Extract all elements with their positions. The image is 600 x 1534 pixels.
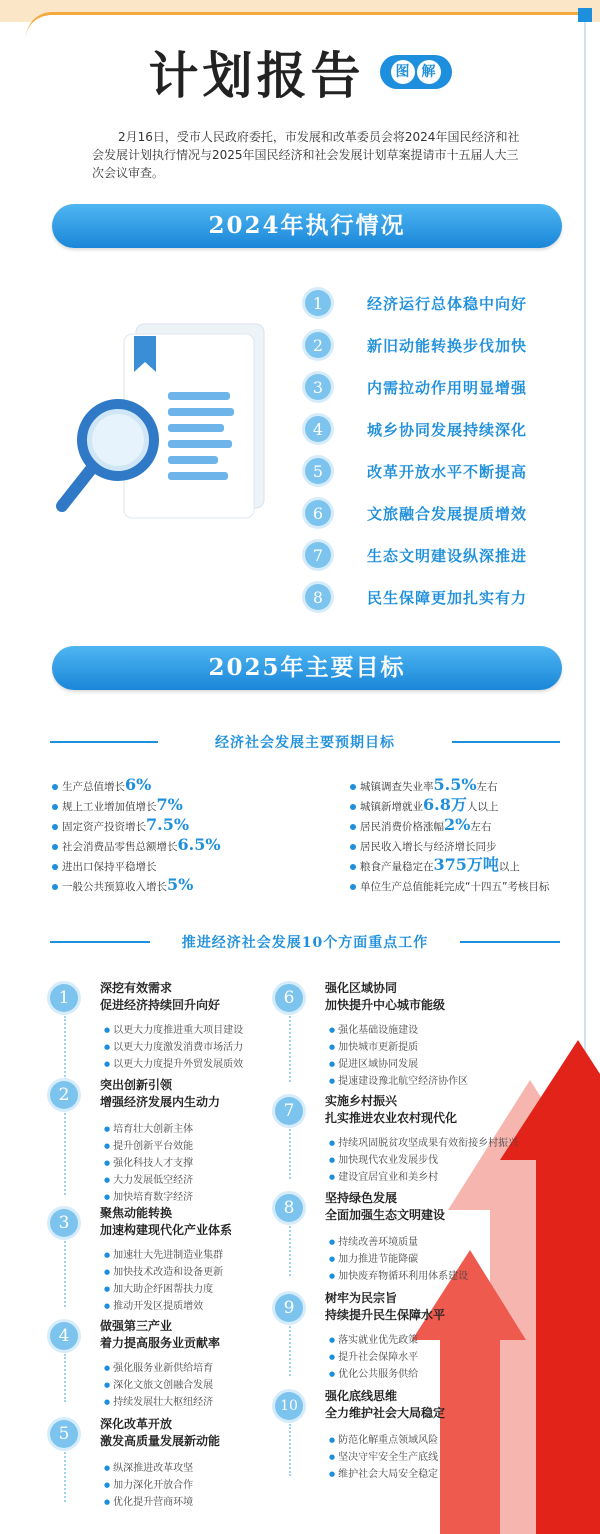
task-points: ● 以更大力度推进重大项目建设 ● 以更大力度激发消费市场活力 ● 以更大力度提升外贸发展质效	[104, 1022, 243, 1073]
task-title: 深化改革开放 激发高质量发展新动能	[100, 1417, 221, 1448]
bullet-icon	[52, 864, 58, 870]
timeline-line	[64, 1354, 66, 1402]
execution-list	[305, 282, 585, 618]
task-title: 突出创新引领 增强经济发展内生动力	[100, 1078, 221, 1109]
execution-text: 文旅融合发展提质增效	[367, 504, 528, 523]
page-title: 计划报告	[148, 47, 365, 105]
subheading-key-tasks	[50, 932, 560, 952]
task-points: ● 落实就业优先政策 ● 提升社会保障水平 ● 优化公共服务供给	[329, 1332, 418, 1383]
subheading-targets	[50, 732, 560, 752]
bullet-icon	[350, 784, 356, 790]
execution-item	[305, 492, 585, 534]
number-badge: 1	[305, 290, 331, 316]
number-badge: 8	[275, 1194, 303, 1222]
target-item: 生产总值增长6%	[52, 776, 221, 796]
targets-left	[52, 776, 221, 896]
number-badge: 1	[50, 984, 78, 1012]
illustrated-badge	[380, 55, 452, 89]
task-points: ● 持续改善环境质量 ● 加力推进节能降碳 ● 加快废弃物循环利用体系建设	[329, 1234, 468, 1285]
execution-text: 民生保障更加扎实有力	[367, 588, 528, 607]
target-item: 社会消费品零售总额增长6.5%	[52, 836, 221, 856]
number-badge: 7	[275, 1097, 303, 1125]
execution-text: 经济运行总体稳中向好	[367, 294, 528, 313]
number-badge: 3	[305, 374, 331, 400]
bullet-icon	[52, 804, 58, 810]
timeline-line	[64, 1241, 66, 1307]
timeline-line	[289, 1326, 291, 1376]
execution-item	[305, 366, 585, 408]
target-item: 固定资产投资增长7.5%	[52, 816, 221, 836]
execution-item	[305, 534, 585, 576]
task-points: ● 持续巩固脱贫攻坚成果有效衔接乡村振兴 ● 加快现代农业发展步伐 ● 建设宜居宜业和美乡村	[329, 1135, 518, 1186]
bullet-icon	[350, 844, 356, 850]
number-badge: 8	[305, 584, 331, 610]
number-badge: 5	[305, 458, 331, 484]
badge-char-2: 解	[417, 60, 441, 84]
number-badge: 6	[305, 500, 331, 526]
execution-text: 新旧动能转换步伐加快	[367, 336, 528, 355]
timeline-line	[64, 1113, 66, 1195]
number-badge: 10	[275, 1392, 303, 1420]
task-points: ● 培育壮大创新主体 ● 提升创新平台效能 ● 强化科技人才支撑 ● 大力发展低空经济 ● 加快培育数字经济	[104, 1121, 193, 1206]
subheading-text: 推进经济社会发展10个方面重点工作	[181, 935, 429, 951]
task-points: ● 强化服务业新供给培育 ● 深化文旅文创融合发展 ● 持续发展壮大枢纽经济	[104, 1360, 213, 1411]
execution-text: 内需拉动作用明显增强	[367, 378, 528, 397]
execution-text: 生态文明建设纵深推进	[367, 546, 528, 565]
intro-paragraph: 2月16日，受市人民政府委托，市发展和改革委员会将2024年国民经济和社会发展计划执行情况与2025年国民经济和社会发展计划草案提请市十五届人大三次会议审查。	[92, 130, 520, 180]
title-block	[0, 36, 600, 108]
number-badge: 7	[305, 542, 331, 568]
timeline-line	[64, 1016, 66, 1080]
timeline-line	[64, 1452, 66, 1502]
target-item: 城镇调查失业率5.5%左右	[350, 776, 549, 796]
number-badge: 5	[50, 1420, 78, 1448]
number-badge: 9	[275, 1294, 303, 1322]
document-magnifier-icon	[50, 310, 290, 530]
execution-item	[305, 450, 585, 492]
number-badge: 2	[305, 332, 331, 358]
task-title: 强化区域协同 加快提升中心城市能级	[325, 981, 446, 1012]
bullet-icon	[52, 824, 58, 830]
number-badge: 2	[50, 1081, 78, 1109]
execution-item	[305, 576, 585, 618]
task-points: ● 加速壮大先进制造业集群 ● 加快技术改造和设备更新 ● 加大助企纾困帮扶力度 ● 推动开发区提质增效	[104, 1247, 223, 1315]
task-title: 聚焦动能转换 加速构建现代化产业体系	[100, 1206, 233, 1237]
section-banner-2024: 2024年执行情况	[52, 204, 562, 248]
task-title: 深挖有效需求 促进经济持续回升向好	[100, 981, 221, 1012]
bullet-icon	[52, 884, 58, 890]
target-item: 单位生产总值能耗完成“十四五”考核目标	[350, 876, 549, 896]
task-title: 坚持绿色发展 全面加强生态文明建设	[325, 1191, 446, 1222]
task-title: 实施乡村振兴 扎实推进农业农村现代化	[325, 1094, 458, 1125]
target-item: 规上工业增加值增长7%	[52, 796, 221, 816]
number-badge: 4	[305, 416, 331, 442]
bullet-icon	[350, 884, 356, 890]
bullet-icon	[52, 784, 58, 790]
target-item: 进出口保持平稳增长	[52, 856, 221, 876]
badge-char-1: 图	[391, 60, 415, 84]
corner-square-icon	[578, 8, 592, 22]
target-item: 一般公共预算收入增长5%	[52, 876, 221, 896]
target-item: 城镇新增就业6.8万人以上	[350, 796, 549, 816]
bullet-icon	[350, 824, 356, 830]
bullet-icon	[350, 804, 356, 810]
task-points: ● 纵深推进改革攻坚 ● 加力深化开放合作 ● 优化提升营商环境	[104, 1460, 193, 1511]
execution-item	[305, 408, 585, 450]
section-banner-2025: 2025年主要目标	[52, 646, 562, 690]
task-title: 强化底线思维 全力维护社会大局稳定	[325, 1389, 446, 1420]
timeline-line	[289, 1129, 291, 1179]
bullet-icon	[52, 844, 58, 850]
task-points: ● 强化基础设施建设 ● 加快城市更新提质 ● 促进区域协同发展 ● 提速建设豫北航空经济协作区	[329, 1022, 468, 1090]
timeline-line	[289, 1424, 291, 1476]
task-points: ● 防范化解重点领域风险 ● 坚决守牢安全生产底线 ● 维护社会大局安全稳定	[329, 1432, 438, 1483]
bullet-icon	[350, 864, 356, 870]
execution-text: 改革开放水平不断提高	[367, 462, 528, 481]
task-title: 树牢为民宗旨 持续提升民生保障水平	[325, 1291, 446, 1322]
execution-item	[305, 324, 585, 366]
timeline-line	[289, 1226, 291, 1276]
timeline-line	[289, 1016, 291, 1082]
execution-item	[305, 282, 585, 324]
task-title: 做强第三产业 着力提高服务业贡献率	[100, 1319, 221, 1350]
target-item: 居民消费价格涨幅2%左右	[350, 816, 549, 836]
number-badge: 6	[275, 984, 303, 1012]
number-badge: 3	[50, 1209, 78, 1237]
target-item: 居民收入增长与经济增长同步	[350, 836, 549, 856]
target-item: 粮食产量稳定在375万吨以上	[350, 856, 549, 876]
execution-text: 城乡协同发展持续深化	[367, 420, 528, 439]
number-badge: 4	[50, 1322, 78, 1350]
targets-right	[350, 776, 549, 896]
subheading-text: 经济社会发展主要预期目标	[215, 735, 395, 751]
